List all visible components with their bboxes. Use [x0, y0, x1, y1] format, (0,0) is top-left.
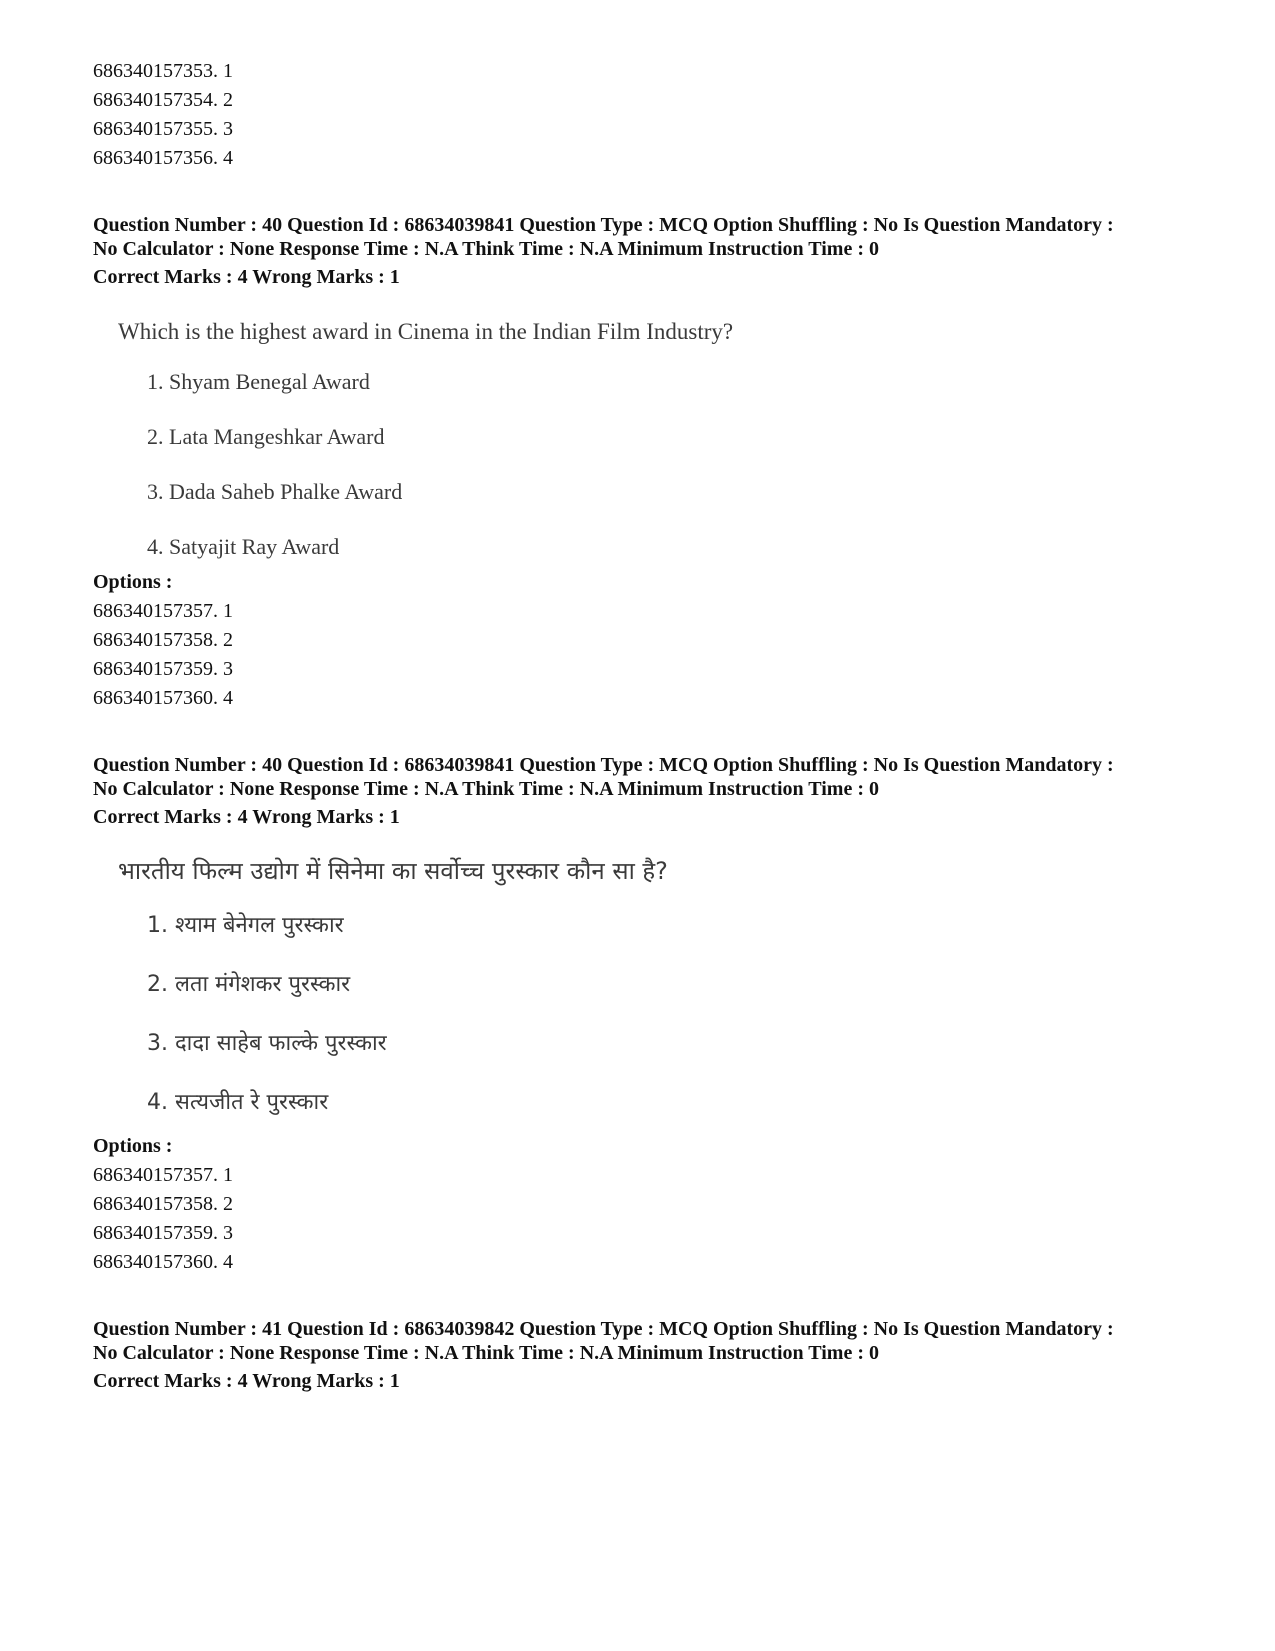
question-40-en-body	[118, 310, 733, 574]
option-item: 686340157358. 2	[93, 1193, 233, 1215]
option-item: 686340157354. 2	[93, 89, 233, 111]
option-item: 686340157360. 4	[93, 1251, 233, 1273]
option-item: 686340157353. 1	[93, 60, 233, 82]
answer-choice-3: 3. Dada Saheb Phalke Award	[147, 479, 403, 504]
question-40-en-options	[93, 568, 233, 713]
answer-choice-3: 3. दादा साहेब फाल्के पुरस्कार	[147, 1031, 387, 1056]
question-meta-line-1: Question Number : 40 Question Id : 68634039841 Question Type : MCQ Option Shuffling : No Is Question Mandatory :	[93, 754, 1114, 776]
question-meta-line-1: Question Number : 41 Question Id : 68634039842 Question Type : MCQ Option Shuffling : No Is Question Mandatory :	[93, 1318, 1114, 1340]
answer-choice-1: 1. Shyam Benegal Award	[147, 369, 370, 394]
options-label: Options :	[93, 571, 173, 593]
question-meta-line-2: No Calculator : None Response Time : N.A Think Time : N.A Minimum Instruction Time : 0	[93, 238, 879, 260]
option-item: 686340157359. 3	[93, 1222, 233, 1244]
question-meta-line-2: No Calculator : None Response Time : N.A Think Time : N.A Minimum Instruction Time : 0	[93, 778, 879, 800]
option-item: 686340157358. 2	[93, 629, 233, 651]
question-marks: Correct Marks : 4 Wrong Marks : 1	[93, 266, 400, 288]
option-item: 686340157356. 4	[93, 147, 233, 169]
question-meta-line-2: No Calculator : None Response Time : N.A Think Time : N.A Minimum Instruction Time : 0	[93, 1342, 879, 1364]
question-40-hi-options	[93, 1132, 233, 1277]
answer-choice-2: 2. लता मंगेशकर पुरस्कार	[147, 972, 351, 997]
answer-choice-2: 2. Lata Mangeshkar Award	[147, 424, 385, 449]
option-item: 686340157355. 3	[93, 118, 233, 140]
options-label: Options :	[93, 1135, 173, 1157]
option-item: 686340157357. 1	[93, 1164, 233, 1186]
question-stem: Which is the highest award in Cinema in the Indian Film Industry?	[118, 319, 734, 344]
question-stem: भारतीय फिल्म उद्योग में सिनेमा का सर्वोच्च पुरस्कार कौन सा है?	[118, 857, 668, 885]
question-marks: Correct Marks : 4 Wrong Marks : 1	[93, 1370, 400, 1392]
option-item: 686340157359. 3	[93, 658, 233, 680]
question-marks: Correct Marks : 4 Wrong Marks : 1	[93, 806, 400, 828]
question-40-hi-body	[118, 846, 668, 1132]
question-40-hi-header	[93, 753, 1114, 829]
question-meta-line-1: Question Number : 40 Question Id : 68634039841 Question Type : MCQ Option Shuffling : No Is Question Mandatory :	[93, 214, 1114, 236]
answer-choice-4: 4. सत्यजीत रे पुरस्कार	[147, 1090, 329, 1115]
question-41-header	[93, 1317, 1114, 1393]
answer-choice-4: 4. Satyajit Ray Award	[147, 534, 340, 559]
question-40-en-header	[93, 213, 1114, 289]
previous-options-list	[93, 57, 233, 173]
option-item: 686340157360. 4	[93, 687, 233, 709]
option-item: 686340157357. 1	[93, 600, 233, 622]
answer-choice-1: 1. श्याम बेनेगल पुरस्कार	[147, 913, 344, 938]
